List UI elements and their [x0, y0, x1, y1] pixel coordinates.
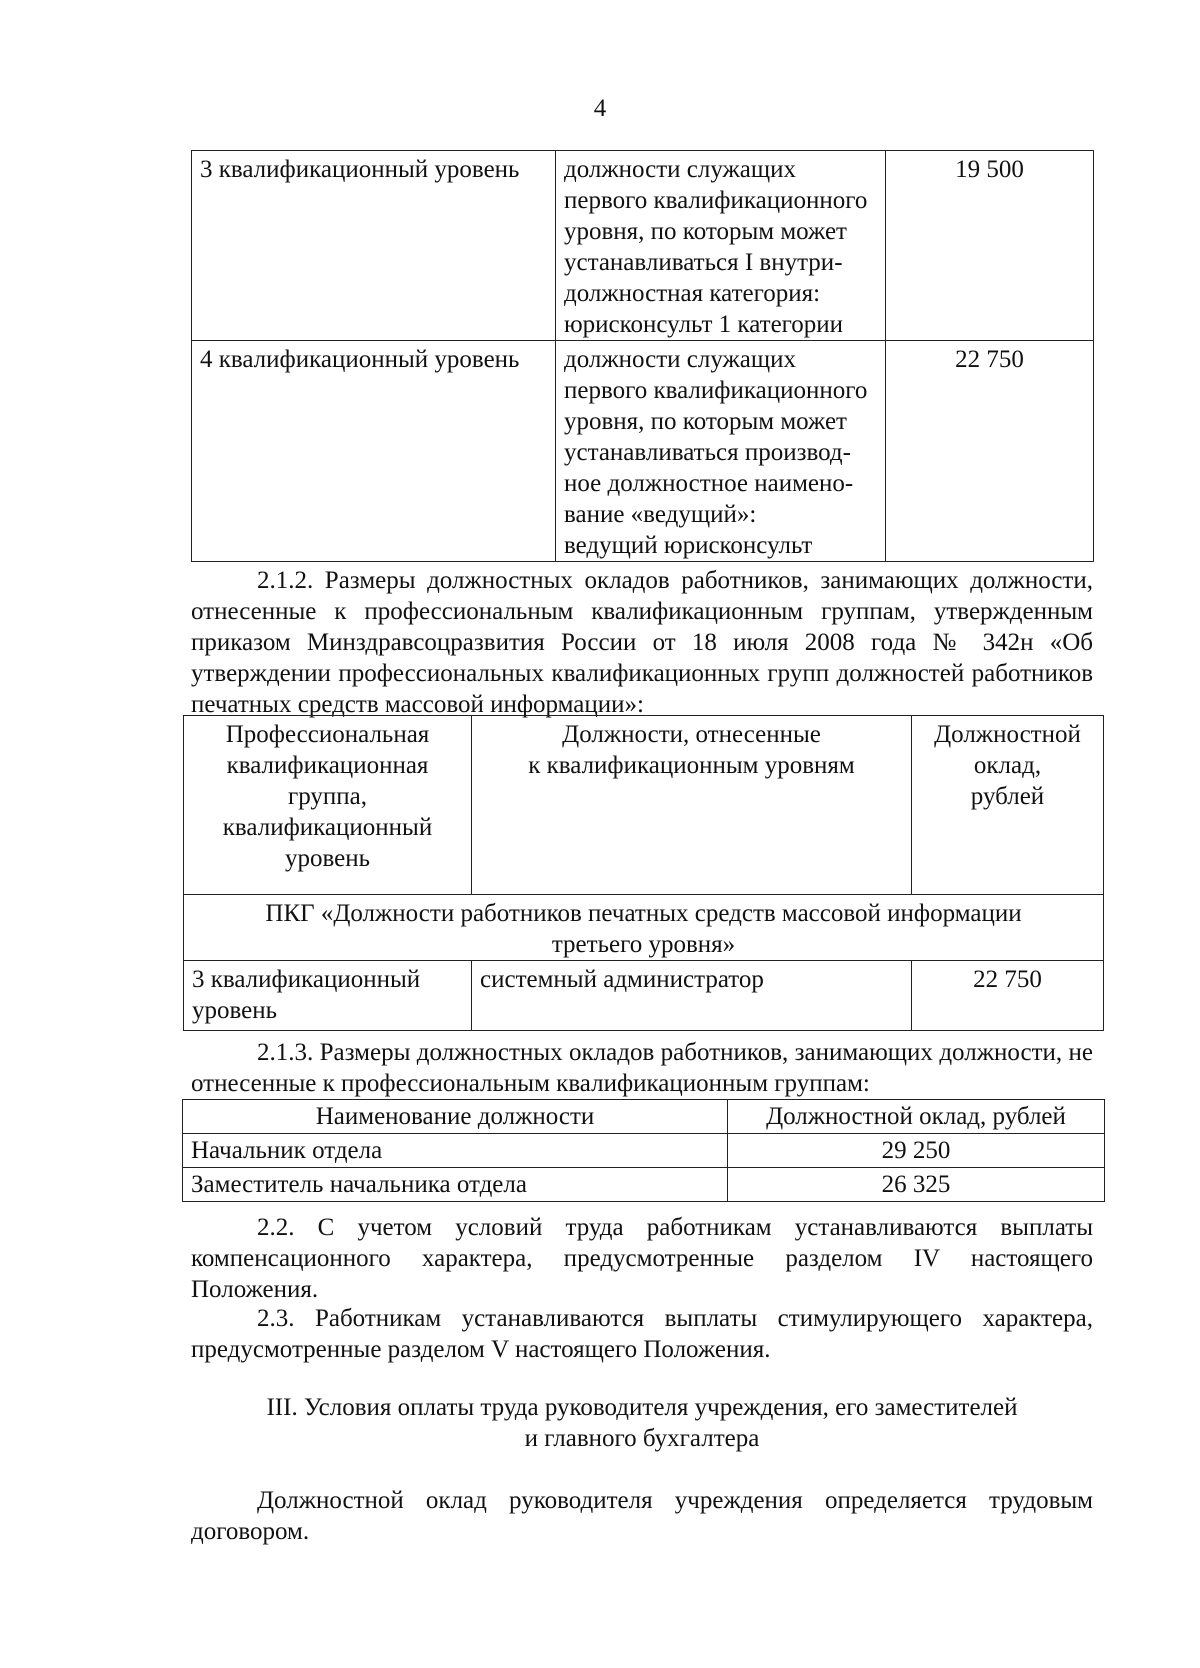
heading-line: III. Условия оплаты труда руководителя учреждения, его заместителей	[266, 1394, 1018, 1421]
positions-line: устанавливаться I внутри-	[564, 249, 843, 276]
positions-line: вание «ведущий»:	[564, 501, 757, 528]
positions-line: первого квалификационного	[564, 187, 868, 214]
positions-line: ное должностное наимено-	[564, 470, 854, 497]
positions-line: первого квалификационного	[564, 377, 868, 404]
header-line: уровень	[284, 845, 371, 872]
paragraph-2-1-2: 2.1.2. Размеры должностных окладов работников, занимающих должности, отнесенные к профессиональным квалификационным группам, утвержденным приказом Минздравсоцразвития России от 18 июля 2008 года № 342н «Об утверждении профессиональных квалификационных групп должностей работников печатных средств массовой информации»:	[191, 567, 1093, 718]
positions-line: юрисконсульт 1 категории	[564, 311, 844, 338]
qualification-table-1	[191, 150, 1094, 562]
header-line: Должности, отнесенные	[562, 721, 821, 748]
level-line: уровень	[192, 997, 278, 1024]
positions-line: устанавливаться производ-	[564, 439, 851, 466]
paragraph-2-1-3: 2.1.3. Размеры должностных окладов работников, занимающих должности, не отнесенные к профессиональным квалификационным группам:	[191, 1039, 1093, 1097]
salary-cell: 26 325	[728, 1168, 1105, 1202]
paragraph-2-3: 2.3. Работникам устанавливаются выплаты стимулирующего характера, предусмотренные разделом V настоящего Положения.	[191, 1305, 1093, 1363]
name-header: Наименование должности	[183, 1100, 728, 1134]
positions-salary-table	[182, 1099, 1105, 1202]
level-cell: 3 квалификационный уровень	[192, 151, 556, 341]
positions-line: должностная категория:	[564, 280, 821, 307]
table-row	[183, 1168, 1105, 1202]
salary-header	[912, 716, 1104, 895]
table-header-row	[183, 1100, 1105, 1134]
name-cell: Заместитель начальника отдела	[183, 1168, 728, 1202]
level-cell	[184, 961, 472, 1031]
qualification-table-2	[183, 715, 1104, 1031]
positions-header	[472, 716, 912, 895]
paragraph-final: Должностной оклад руководителя учреждения определяется трудовым договором.	[191, 1487, 1093, 1545]
header-line: квалификационный	[222, 814, 433, 841]
paragraph-2-2: 2.2. С учетом условий труда работникам устанавливаются выплаты компенсационного характера, предусмотренные разделом IV настоящего Положения.	[191, 1214, 1093, 1303]
level-cell: 4 квалификационный уровень	[192, 341, 556, 562]
salary-cell: 22 750	[886, 341, 1094, 562]
positions-cell	[556, 151, 886, 341]
salary-cell: 19 500	[886, 151, 1094, 341]
group-header	[184, 716, 472, 895]
page-number: 4	[593, 95, 607, 122]
positions-line: уровня, по которым может	[564, 218, 847, 245]
pkg-title-line: ПКГ «Должности работников печатных средств массовой информации	[265, 900, 1022, 927]
pkg-title-line: третьего уровня»	[551, 931, 736, 958]
pkg-title-row	[184, 895, 1104, 961]
table-row	[192, 341, 1094, 562]
pkg-title-cell	[184, 895, 1104, 961]
header-line: группа,	[287, 783, 368, 810]
table-header-row	[184, 716, 1104, 895]
heading-line: и главного бухгалтера	[524, 1425, 760, 1452]
positions-line: ведущий юрисконсульт	[564, 532, 813, 559]
salary-cell: 22 750	[912, 961, 1104, 1031]
level-line: 3 квалификационный	[192, 966, 421, 993]
header-line: квалификационная	[226, 752, 429, 779]
section-3-heading	[191, 1392, 1093, 1454]
position-cell: системный администратор	[472, 961, 912, 1031]
positions-line: уровня, по которым может	[564, 408, 847, 435]
positions-line: должности служащих	[564, 156, 797, 183]
table-row	[184, 961, 1104, 1031]
header-line: Профессиональная	[225, 721, 430, 748]
header-line: рублей	[970, 783, 1045, 810]
positions-line: должности служащих	[564, 346, 797, 373]
table-row	[192, 151, 1094, 341]
salary-cell: 29 250	[728, 1134, 1105, 1168]
table-row	[183, 1134, 1105, 1168]
salary-header: Должностной оклад, рублей	[728, 1100, 1105, 1134]
name-cell: Начальник отдела	[183, 1134, 728, 1168]
positions-cell	[556, 341, 886, 562]
header-line: оклад,	[973, 752, 1042, 779]
header-line: к квалификационным уровням	[528, 752, 855, 779]
header-line: Должностной	[934, 721, 1081, 748]
